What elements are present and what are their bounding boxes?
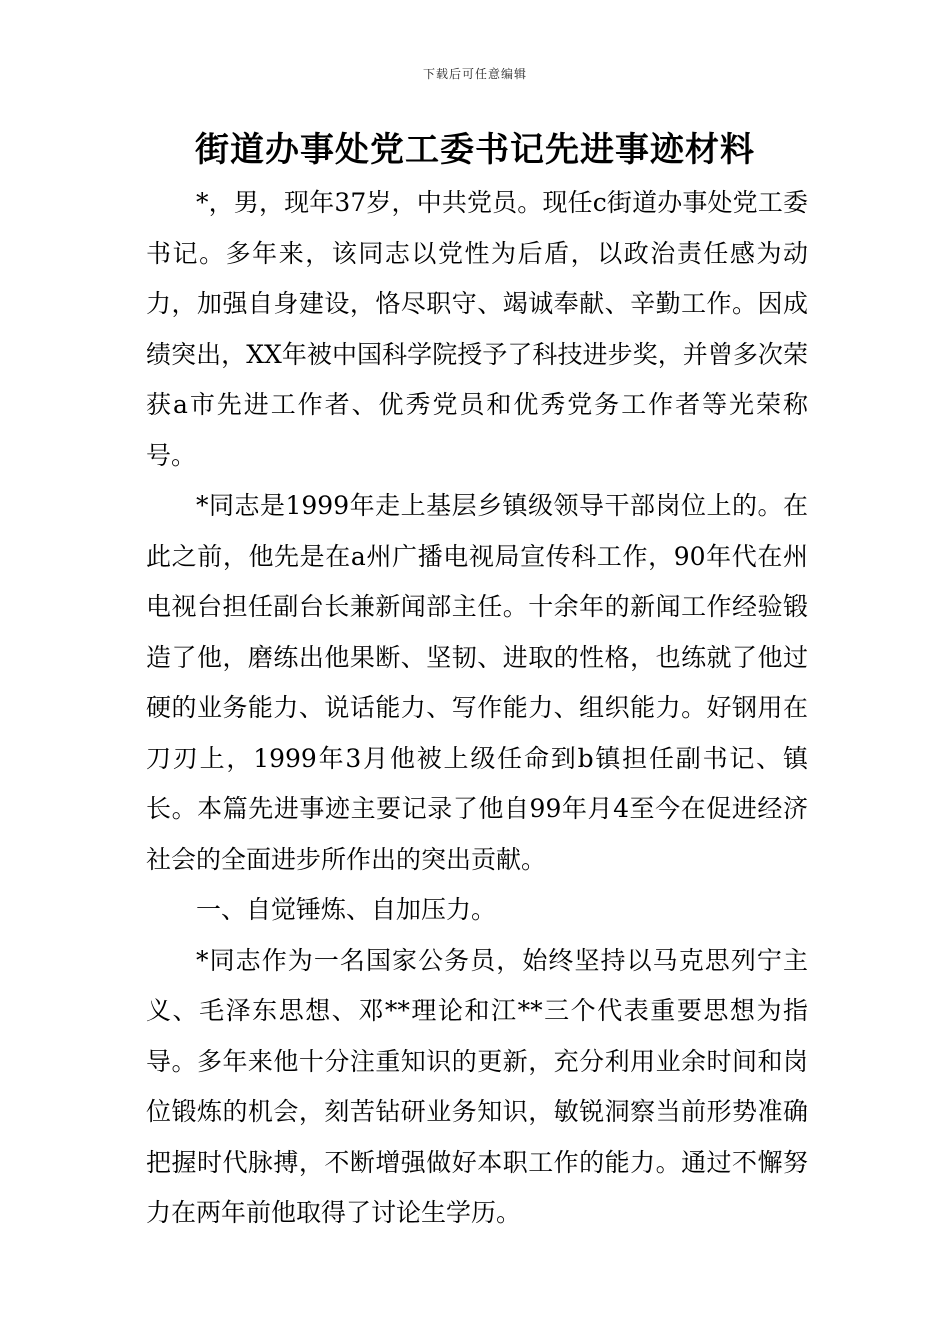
document-title: 街道办事处党工委书记先进事迹材料 — [195, 130, 755, 170]
header-note: 下载后可任意编辑 — [422, 67, 527, 81]
section-heading-1: 一、自觉锤炼、自加压力。 — [196, 895, 497, 924]
paragraph-background: *同志是1999年走上基层乡镇级领导干部岗位上的。在此之前，他先是在a州广播电视局宣传科工作，90年代在州电视台担任副台长兼新闻部主任。十余年的新闻工作经验锻造了他，磨练出他果断、坚韧、进取的性格，也练就了他过硬的业务能力、说话能力、写作能力、组织能力。好钢用在刀刃上，1999年3月他被上级任命到b镇担任副书记、镇长。本篇先进事迹主要记录了他自99年月4至今在促进经济社会的全面进步所作出的突出贡献。 — [146, 491, 808, 874]
paragraph-section-1: *同志作为一名国家公务员，始终坚持以马克思列宁主义、毛泽东思想、邓**理论和江**三个代表重要思想为指导。多年来他十分注重知识的更新，充分利用业余时间和岗位锻炼的机会，刻苦钻研业务知识，敏锐洞察当前形势准确把握时代脉搏，不断增强做好本职工作的能力。通过不懈努力在两年前他取得了讨论生学历。 — [146, 945, 808, 1227]
document-body — [146, 178, 808, 1239]
paragraph-intro: *，男，现年37岁，中共党员。现任c街道办事处党工委书记。多年来，该同志以党性为后盾，以政治责任感为动力，加强自身建设，恪尽职守、竭诚奉献、辛勤工作。因成绩突出，XX年被中国科学院授予了科技进步奖，并曾多次荣获a市先进工作者、优秀党员和优秀党务工作者等光荣称号。 — [146, 188, 808, 470]
